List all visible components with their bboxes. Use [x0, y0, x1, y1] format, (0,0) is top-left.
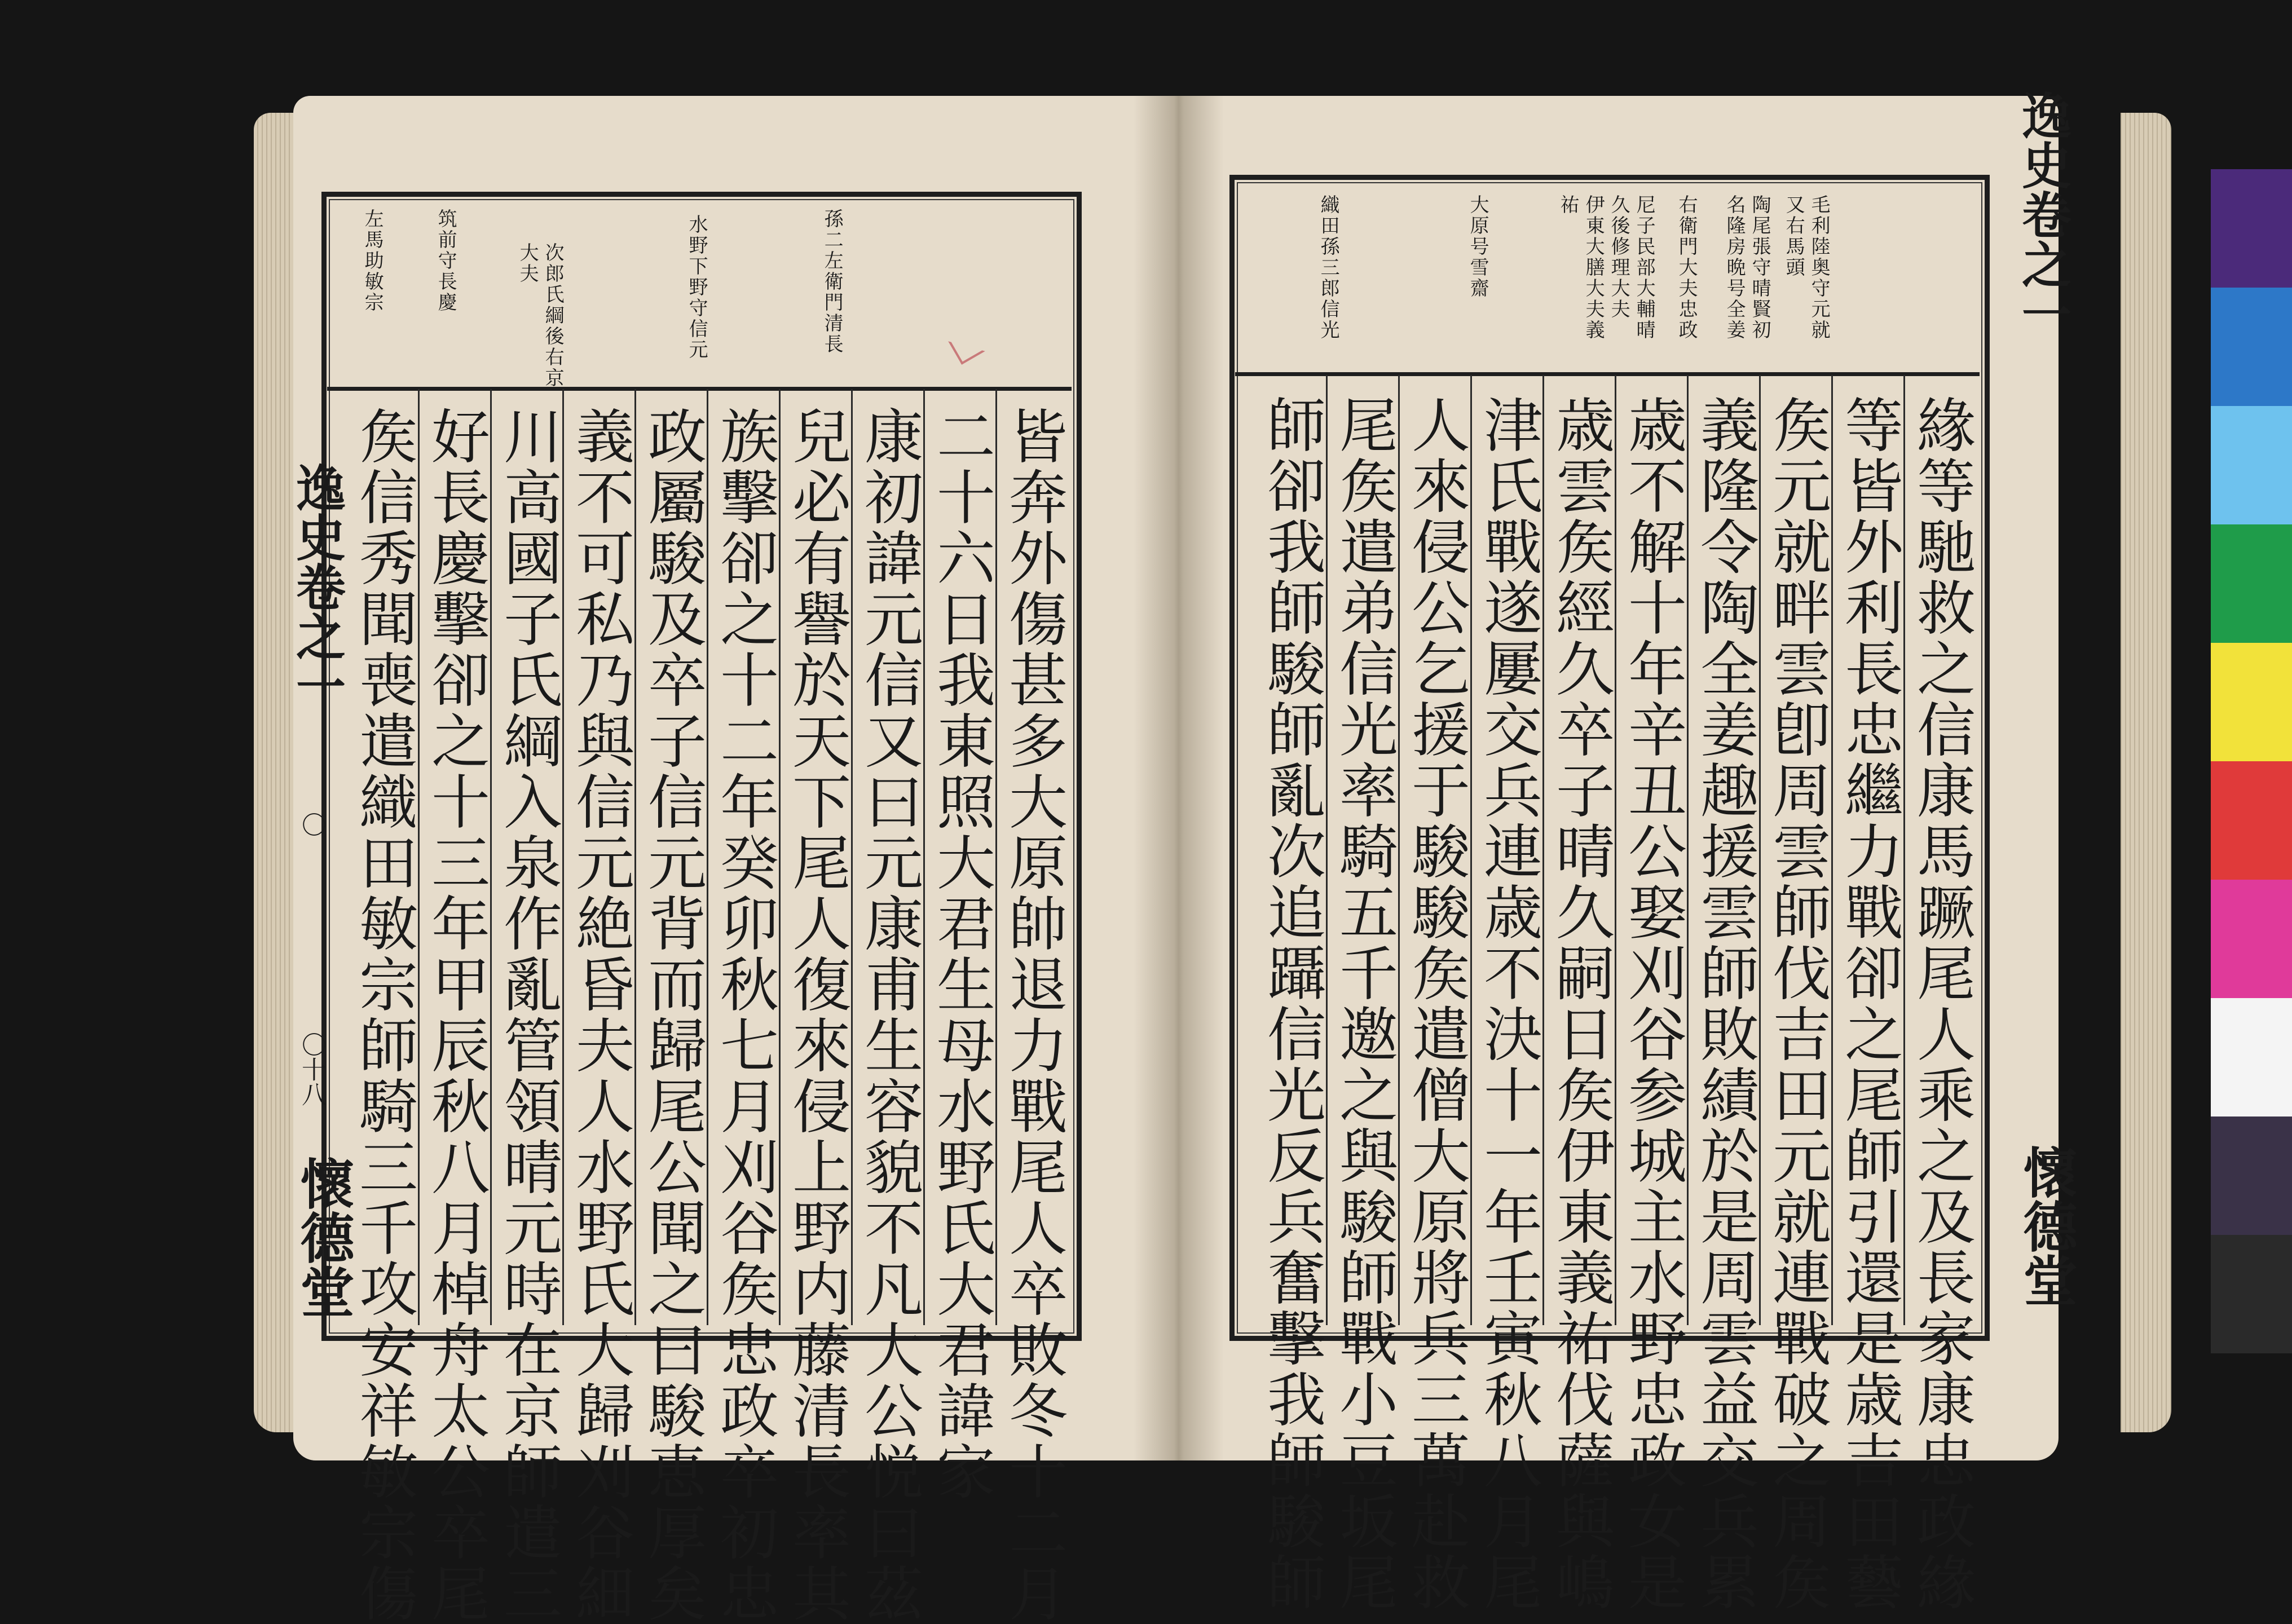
- left-folio: 〇十八: [297, 1032, 326, 1106]
- right-head-note: 久後修理大夫: [1607, 195, 1630, 320]
- left-head-note: 左馬助敏宗: [361, 209, 384, 313]
- color-swatch: [2211, 169, 2292, 288]
- color-swatch: [2211, 880, 2292, 998]
- left-hashira: 逸史卷之一: [288, 462, 347, 710]
- left-column-rule: [634, 389, 636, 1325]
- right-column-rule: [1831, 375, 1833, 1325]
- left-head-note: 筑前守長慶: [434, 209, 457, 313]
- book-gutter: [1134, 96, 1224, 1460]
- color-swatch: [2211, 998, 2292, 1116]
- right-head-note: 又右馬頭: [1782, 195, 1805, 278]
- right-head-note: 尼子民部大輔晴: [1633, 195, 1656, 341]
- left-column-rule: [490, 389, 492, 1325]
- color-swatch: [2211, 643, 2292, 761]
- right-text-column: 尾矦遣弟信光率騎五千邀之與駿師戰小豆坂尾: [1329, 395, 1398, 1613]
- color-swatch: [2211, 1235, 2292, 1353]
- page-edges-right: [2121, 113, 2171, 1432]
- right-text-column: 人來侵公乞援于駿駿矦遣僧大原將兵三萬赴救: [1401, 395, 1470, 1613]
- right-column-rule: [1398, 375, 1400, 1325]
- right-head-note: 右衛門大夫忠政: [1675, 195, 1698, 341]
- left-text-column: 二十六日我東照大君生母水野氏大君諱家: [927, 406, 995, 1502]
- right-text-column: 矦元就畔雲卽周雲師伐吉田元就連戰破之周矦: [1762, 395, 1831, 1613]
- color-swatch: [2211, 524, 2292, 643]
- right-column-rule: [1759, 375, 1761, 1325]
- right-head-note: 織田孫三郎信光: [1317, 195, 1340, 341]
- left-column-rule: [707, 389, 708, 1325]
- right-column-rule: [1542, 375, 1544, 1325]
- right-head-note: 名隆房晩号全姜: [1723, 195, 1746, 341]
- left-column-rule: [923, 389, 925, 1325]
- left-head-note: 次郎氏綱後右京: [541, 242, 565, 389]
- right-hashira: 逸史卷之一: [2014, 90, 2073, 338]
- right-head-note: 陶尾張守晴賢初: [1748, 195, 1771, 341]
- right-text-column: 義隆令陶全姜趣援雲師敗績於是周雲益交兵累: [1690, 395, 1759, 1613]
- left-column-rule: [851, 389, 853, 1325]
- right-text-column: 等皆外利長忠繼力戰卻之尾師引還是歳吉田藝: [1835, 395, 1903, 1613]
- left-head-note: 水野下野守信元: [685, 214, 708, 360]
- right-head-rule: [1235, 372, 1980, 376]
- right-text-column: 歳雲矦經久卒子晴久嗣日矦伊東義祐伐薩與嶋: [1546, 395, 1615, 1613]
- left-column-rule: [995, 389, 997, 1325]
- right-column-rule: [1470, 375, 1472, 1325]
- left-text-column: 兒必有譽於天下尾人復來侵上野内藤清長率其: [782, 406, 851, 1624]
- left-text-column: 好長慶擊卻之十三年甲辰秋八月棹舟太公卒尾: [421, 406, 490, 1624]
- left-head-rule: [327, 387, 1072, 391]
- left-text-column: 族擊卻之十二年癸卯秋七月刈谷矦忠政卒初忠: [710, 406, 779, 1624]
- right-head-note: 毛利陸奥守元就: [1808, 195, 1831, 341]
- right-head-note: 伊東大膳大夫義: [1582, 195, 1605, 341]
- right-head-note: 大原号雪齋: [1466, 195, 1489, 299]
- left-text-column: 義不可私乃與信元絶昏夫人水野氏大歸刈谷細: [566, 406, 634, 1624]
- right-column-rule: [1903, 375, 1905, 1325]
- right-text-column: 歳不解十年辛丑公娶刈谷参城主水野忠政女是: [1618, 395, 1687, 1613]
- left-head-note: 孫二左衛門清長: [821, 209, 844, 355]
- left-text-column: 政屬駿及卒子信元背而歸尾公聞之曰駿恵厚矣: [638, 406, 707, 1624]
- left-column-rule: [418, 389, 420, 1325]
- left-circle: 〇: [297, 812, 326, 837]
- left-text-column: 皆奔外傷甚多大原帥退力戰尾人卒敗冬十二月: [999, 406, 1068, 1624]
- right-column-rule: [1687, 375, 1689, 1325]
- left-text-column: 川高國子氏綱入泉作亂管領晴元時在京師遣三: [493, 406, 562, 1624]
- left-text-column: 矦信秀聞喪遣織田敏宗師騎三千攻安祥敏宗傷: [349, 406, 418, 1624]
- right-column-rule: [1326, 375, 1328, 1325]
- color-swatch: [2211, 406, 2292, 524]
- left-column-rule: [779, 389, 781, 1325]
- left-head-note: 大夫: [516, 242, 539, 284]
- color-swatch: [2211, 288, 2292, 406]
- right-column-rule: [1615, 375, 1616, 1325]
- left-text-column: 康初諱元信又曰元康甫生容貌不凡大公悦曰茲: [854, 406, 923, 1624]
- right-head-note: 祐: [1557, 195, 1580, 215]
- left-column-rule: [562, 389, 564, 1325]
- right-text-column: 津氏戰遂屢交兵連歳不決十一年壬寅秋八月尾: [1474, 395, 1542, 1613]
- right-text-column: 師卻我師駿師亂次追躡信光反兵奮擊我師駿師: [1257, 395, 1326, 1613]
- color-swatch: [2211, 1116, 2292, 1235]
- right-press-name: 懷德堂: [2015, 1145, 2078, 1307]
- right-text-column: 緣等馳救之信康馬蹶尾人乘之及長家康忠政緣: [1907, 395, 1976, 1613]
- left-press-name: 懷德堂: [292, 1156, 355, 1318]
- color-swatch: [2211, 761, 2292, 880]
